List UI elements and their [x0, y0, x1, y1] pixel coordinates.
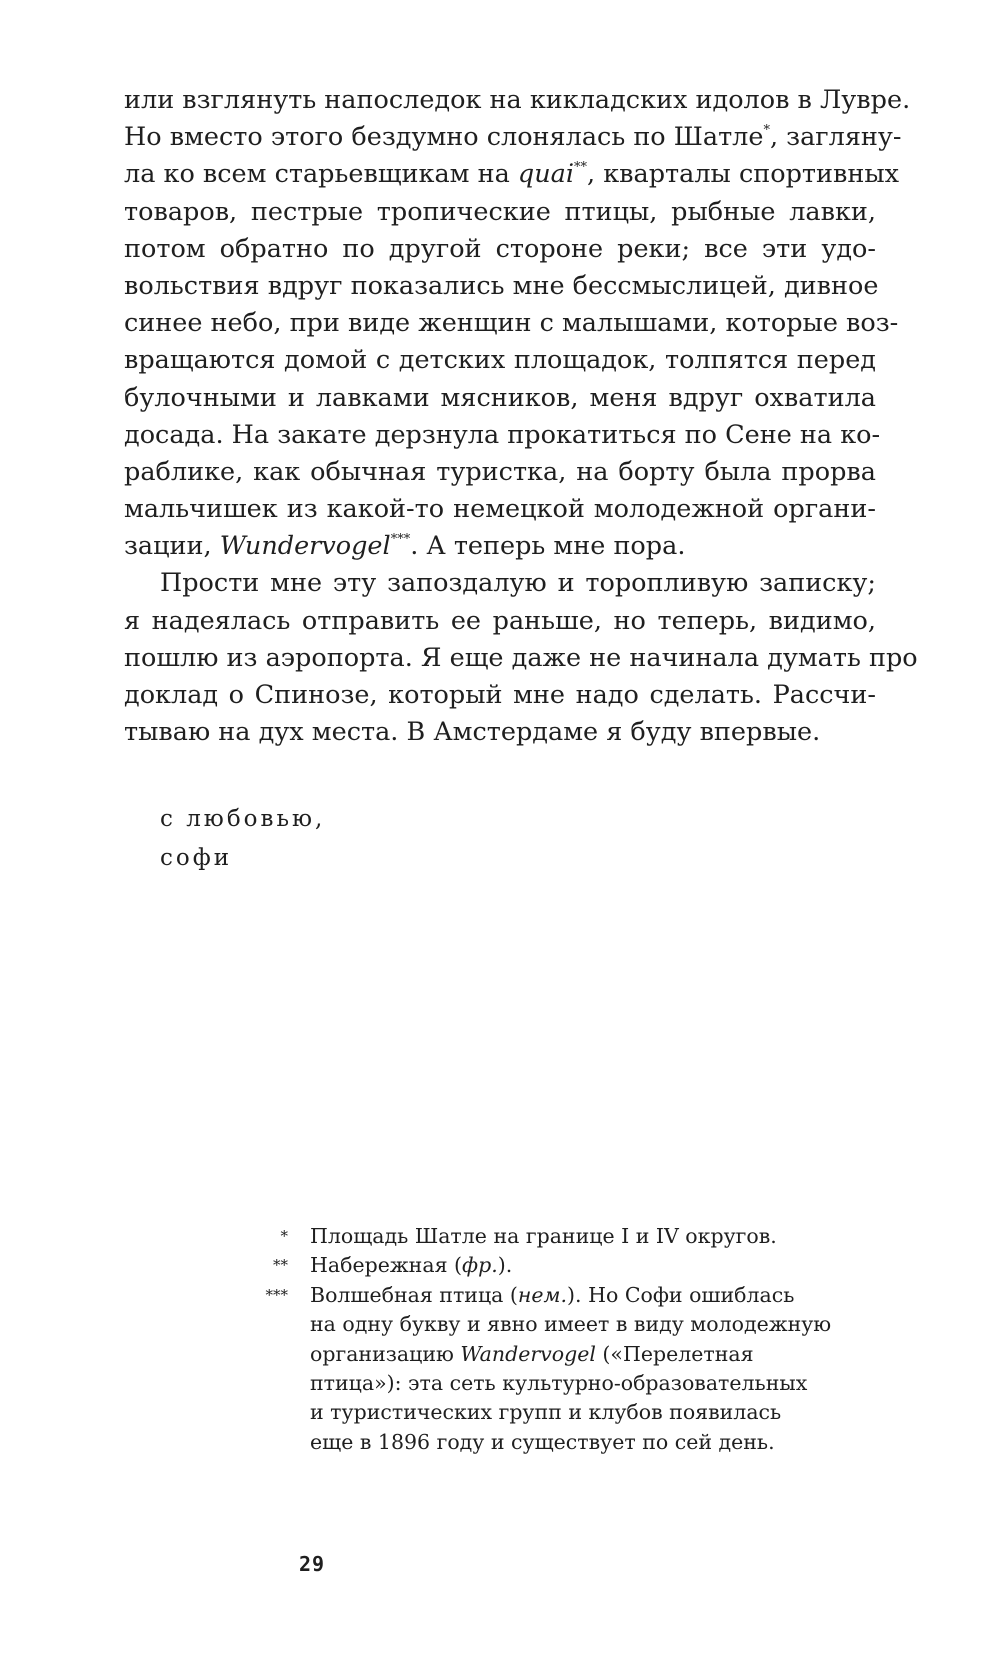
text-fragment: Набережная (: [310, 1253, 463, 1278]
footnote-text: на одну букву и явно имеет в виду молодежную: [310, 1312, 832, 1337]
text-line: досада. На закате дерзнула прокатиться по Сене на ко-: [124, 419, 881, 450]
footnote-1: [248, 1222, 848, 1251]
text-line: потом обратно по другой стороне реки; все эти удо-: [124, 233, 876, 264]
text-fragment: ла ко всем старьевщикам на: [124, 159, 518, 190]
text-line: раблике, как обычная туристка, на борту была прорва: [124, 456, 876, 487]
signature-closing: с любовью,: [160, 806, 326, 832]
footnote-text: [310, 1281, 848, 1310]
footnote-text: птица»): эта сеть культурно-образовательных: [310, 1371, 808, 1396]
text-line: Прости мне эту запоздалую и торопливую записку;: [160, 568, 876, 599]
text-fragment: («Перелетная: [595, 1341, 754, 1366]
footnote-ref-2: **: [574, 160, 588, 176]
text-line: [124, 528, 876, 565]
text-fragment: зации,: [124, 531, 220, 562]
footnotes: [248, 1222, 848, 1457]
footnote-3: [248, 1281, 848, 1457]
footnote-mark: **: [273, 1256, 288, 1275]
letter-signature: [160, 800, 325, 878]
footnote-text: [310, 1340, 848, 1369]
footnote-ref-1: *: [763, 123, 770, 139]
main-text: [124, 82, 918, 751]
footnote-text: еще в 1896 году и существует по сей день.: [310, 1429, 775, 1454]
text-line: [124, 156, 900, 193]
text-fragment: ). Но Софи ошиблась: [567, 1282, 795, 1307]
text-line: мальчишек из какой-то немецкой молодежной органи-: [124, 494, 876, 525]
footnote-2: [248, 1251, 848, 1280]
italic-term: фр.: [462, 1253, 498, 1278]
footnote-text: и туристических групп и клубов появилась: [310, 1400, 782, 1425]
text-fragment: . А теперь мне пора.: [410, 531, 686, 562]
text-fragment: ).: [497, 1253, 513, 1278]
text-fragment: , кварталы спортивных: [587, 159, 900, 190]
italic-term: Wundervogel: [219, 531, 391, 562]
page-number: 29: [299, 1552, 326, 1576]
italic-term: нем.: [517, 1282, 568, 1307]
text-line: я надеялась отправить ее раньше, но теперь, видимо,: [124, 605, 876, 636]
text-line: булочными и лавками мясников, меня вдруг охватила: [124, 382, 876, 413]
footnote-mark: ***: [265, 1285, 288, 1304]
text-line: тываю на дух места. В Амстердаме я буду впервые.: [124, 717, 821, 748]
text-line: или взглянуть напоследок на кикладских идолов в Лувре.: [124, 85, 911, 115]
text-fragment: Волшебная птица (: [310, 1282, 518, 1307]
text-line: товаров, пестрые тропические птицы, рыбные лавки,: [124, 196, 876, 227]
footnote-text: Площадь Шатле на границе I и IV округов.: [310, 1224, 777, 1248]
signature-name: софи: [160, 845, 233, 871]
text-line: пошлю из аэропорта. Я еще даже не начинала думать про: [124, 642, 918, 673]
text-line: вращаются домой с детских площадок, толпятся перед: [124, 345, 876, 376]
text-line: доклад о Спинозе, который мне надо сделать. Рассчи-: [124, 680, 876, 710]
text-fragment: Но вместо этого бездумно слонялась по Шатле: [124, 122, 764, 153]
text-line: [124, 119, 902, 156]
footnote-mark: *: [280, 1227, 288, 1245]
italic-term: Wandervogel: [460, 1341, 596, 1366]
text-line: вольствия вдруг показались мне бессмыслицей, дивное: [124, 270, 879, 301]
text-fragment: , загляну-: [769, 122, 902, 153]
text-fragment: организацию: [310, 1341, 461, 1366]
footnote-ref-3: ***: [390, 532, 411, 548]
text-line: синее небо, при виде женщин с малышами, которые воз-: [124, 308, 899, 339]
footnote-text: [310, 1251, 848, 1280]
italic-term: quai: [517, 159, 575, 190]
